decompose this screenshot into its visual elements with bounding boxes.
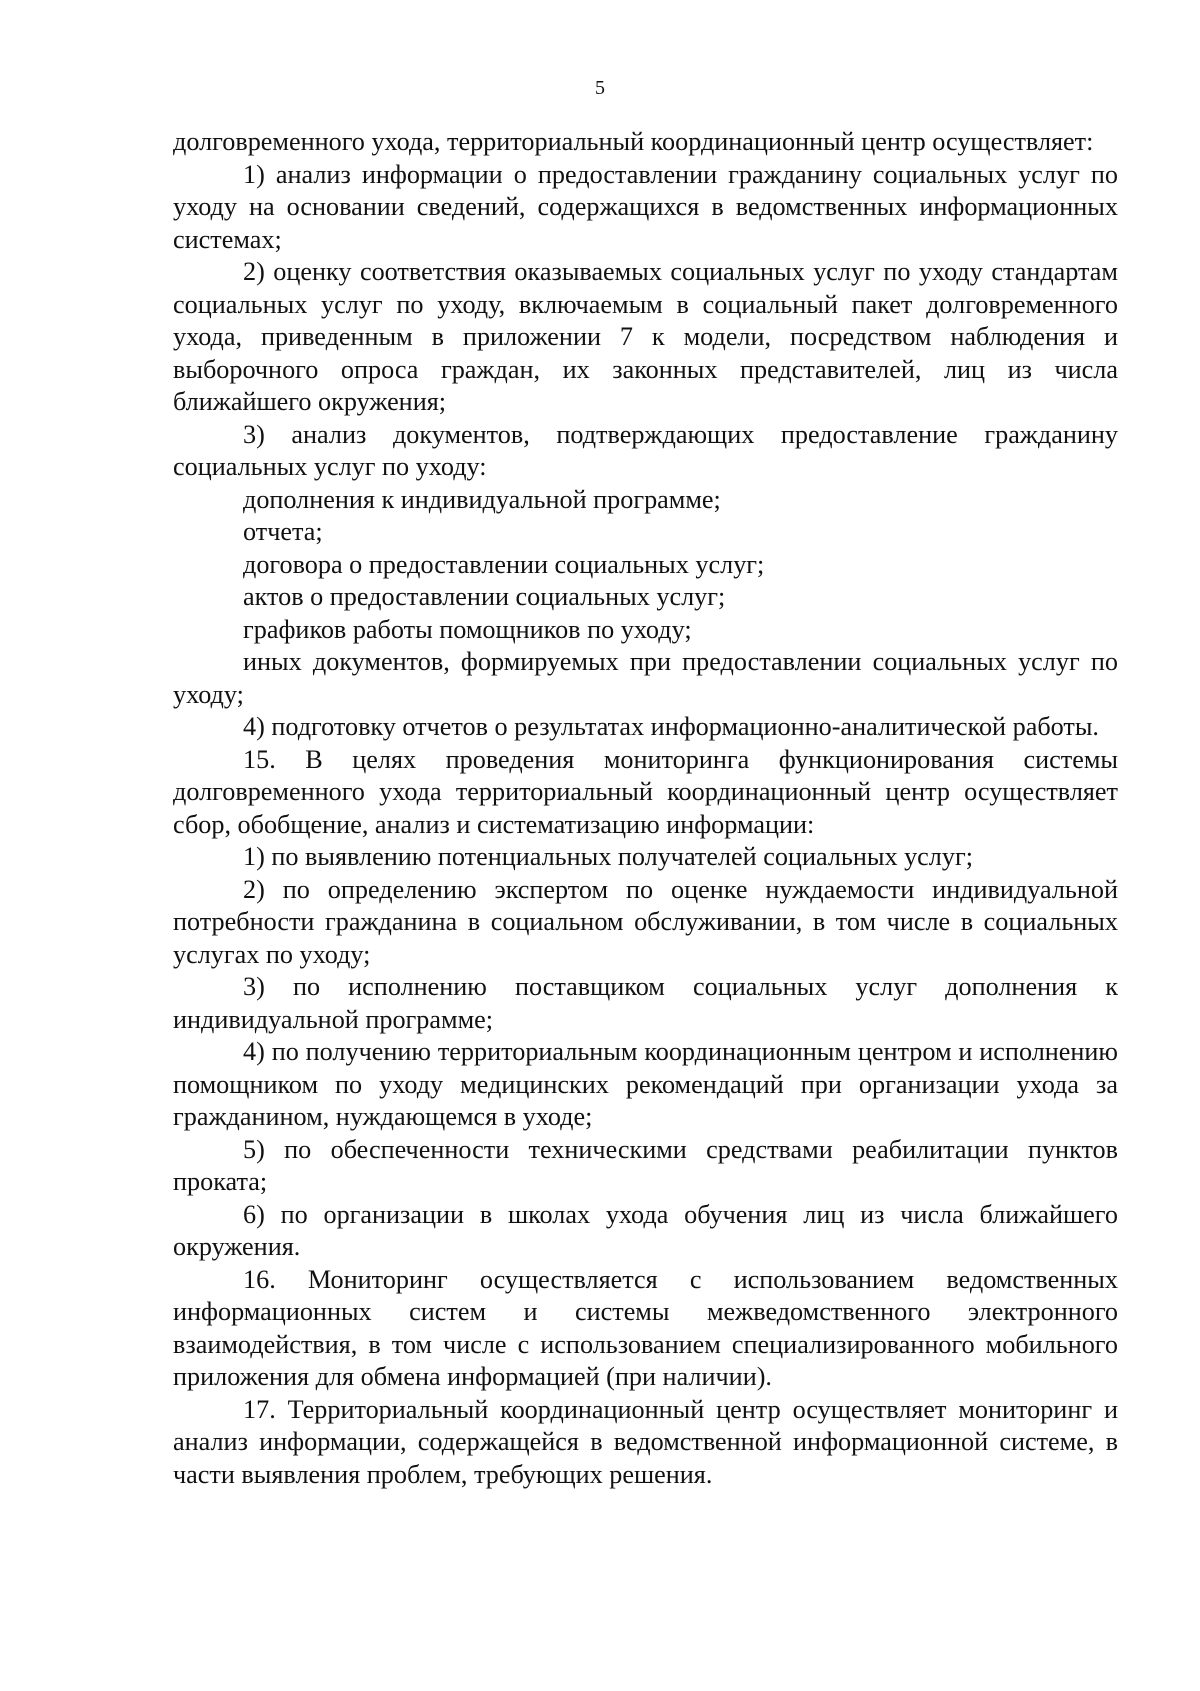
- list-item-1: 1) анализ информации о предоставлении гражданину социальных услуг по уходу на основании сведений, содержащихся в ведомственных информационных системах;: [173, 159, 1118, 254]
- section-15-item-1: 1) по выявлению потенциальных получателей социальных услуг;: [243, 842, 973, 871]
- section-15-item-2: 2) по определению экспертом по оценке нуждаемости индивидуальной потребности гражданина в социальном обслуживании, в том числе в социальных услугах по уходу;: [173, 874, 1118, 969]
- page-number: 5: [595, 77, 605, 99]
- section-15-item-6: 6) по организации в школах ухода обучения лиц из числа ближайшего окружения.: [173, 1199, 1118, 1261]
- section-16: 16. Мониторинг осуществляется с использованием ведомственных информационных систем и системы межведомственного электронного взаимодействия, в том числе с использованием специализированного мобильного приложения для обмена информацией (при наличии).: [173, 1264, 1118, 1391]
- paragraph-continuation: долговременного ухода, территориальный координационный центр осуществляет:: [173, 127, 1094, 156]
- document-item-other: иных документов, формируемых при предоставлении социальных услуг по уходу;: [173, 647, 1118, 709]
- document-item-schedules: графиков работы помощников по уходу;: [243, 614, 692, 644]
- list-item-3: 3) анализ документов, подтверждающих предоставление гражданину социальных услуг по уходу:: [173, 419, 1118, 481]
- list-item-4: 4) подготовку отчетов о результатах информационно-аналитической работы.: [243, 712, 1099, 741]
- list-item-2: 2) оценку соответствия оказываемых социальных услуг по уходу стандартам социальных услуг по уходу, включаемым в социальный пакет долговременного ухода, приведенным в приложении 7 к модели, посредством наблюдения и выборочного опроса граждан, их законных представителей, лиц из числа ближайшего окружения;: [173, 257, 1118, 416]
- section-15-item-5: 5) по обеспеченности техническими средствами реабилитации пунктов проката;: [173, 1134, 1118, 1196]
- section-17: 17. Территориальный координационный центр осуществляет мониторинг и анализ информации, содержащейся в ведомственной информационной системе, в части выявления проблем, требующих решения.: [173, 1394, 1118, 1489]
- document-body: [173, 126, 1118, 1491]
- section-15: 15. В целях проведения мониторинга функционирования системы долговременного ухода территориальный координационный центр осуществляет сбор, обобщение, анализ и систематизацию информации:: [173, 744, 1118, 839]
- document-item-acts: актов о предоставлении социальных услуг;: [243, 582, 726, 611]
- document-item-contract: договора о предоставлении социальных услуг;: [243, 549, 765, 579]
- section-15-item-4: 4) по получению территориальным координационным центром и исполнению помощником по уходу медицинских рекомендаций при организации ухода за гражданином, нуждающемся в уходе;: [173, 1037, 1118, 1131]
- document-item-report: отчета;: [243, 517, 323, 546]
- section-15-item-3: 3) по исполнению поставщиком социальных услуг дополнения к индивидуальной программе;: [173, 972, 1118, 1034]
- document-item-supplement: дополнения к индивидуальной программе;: [243, 484, 721, 514]
